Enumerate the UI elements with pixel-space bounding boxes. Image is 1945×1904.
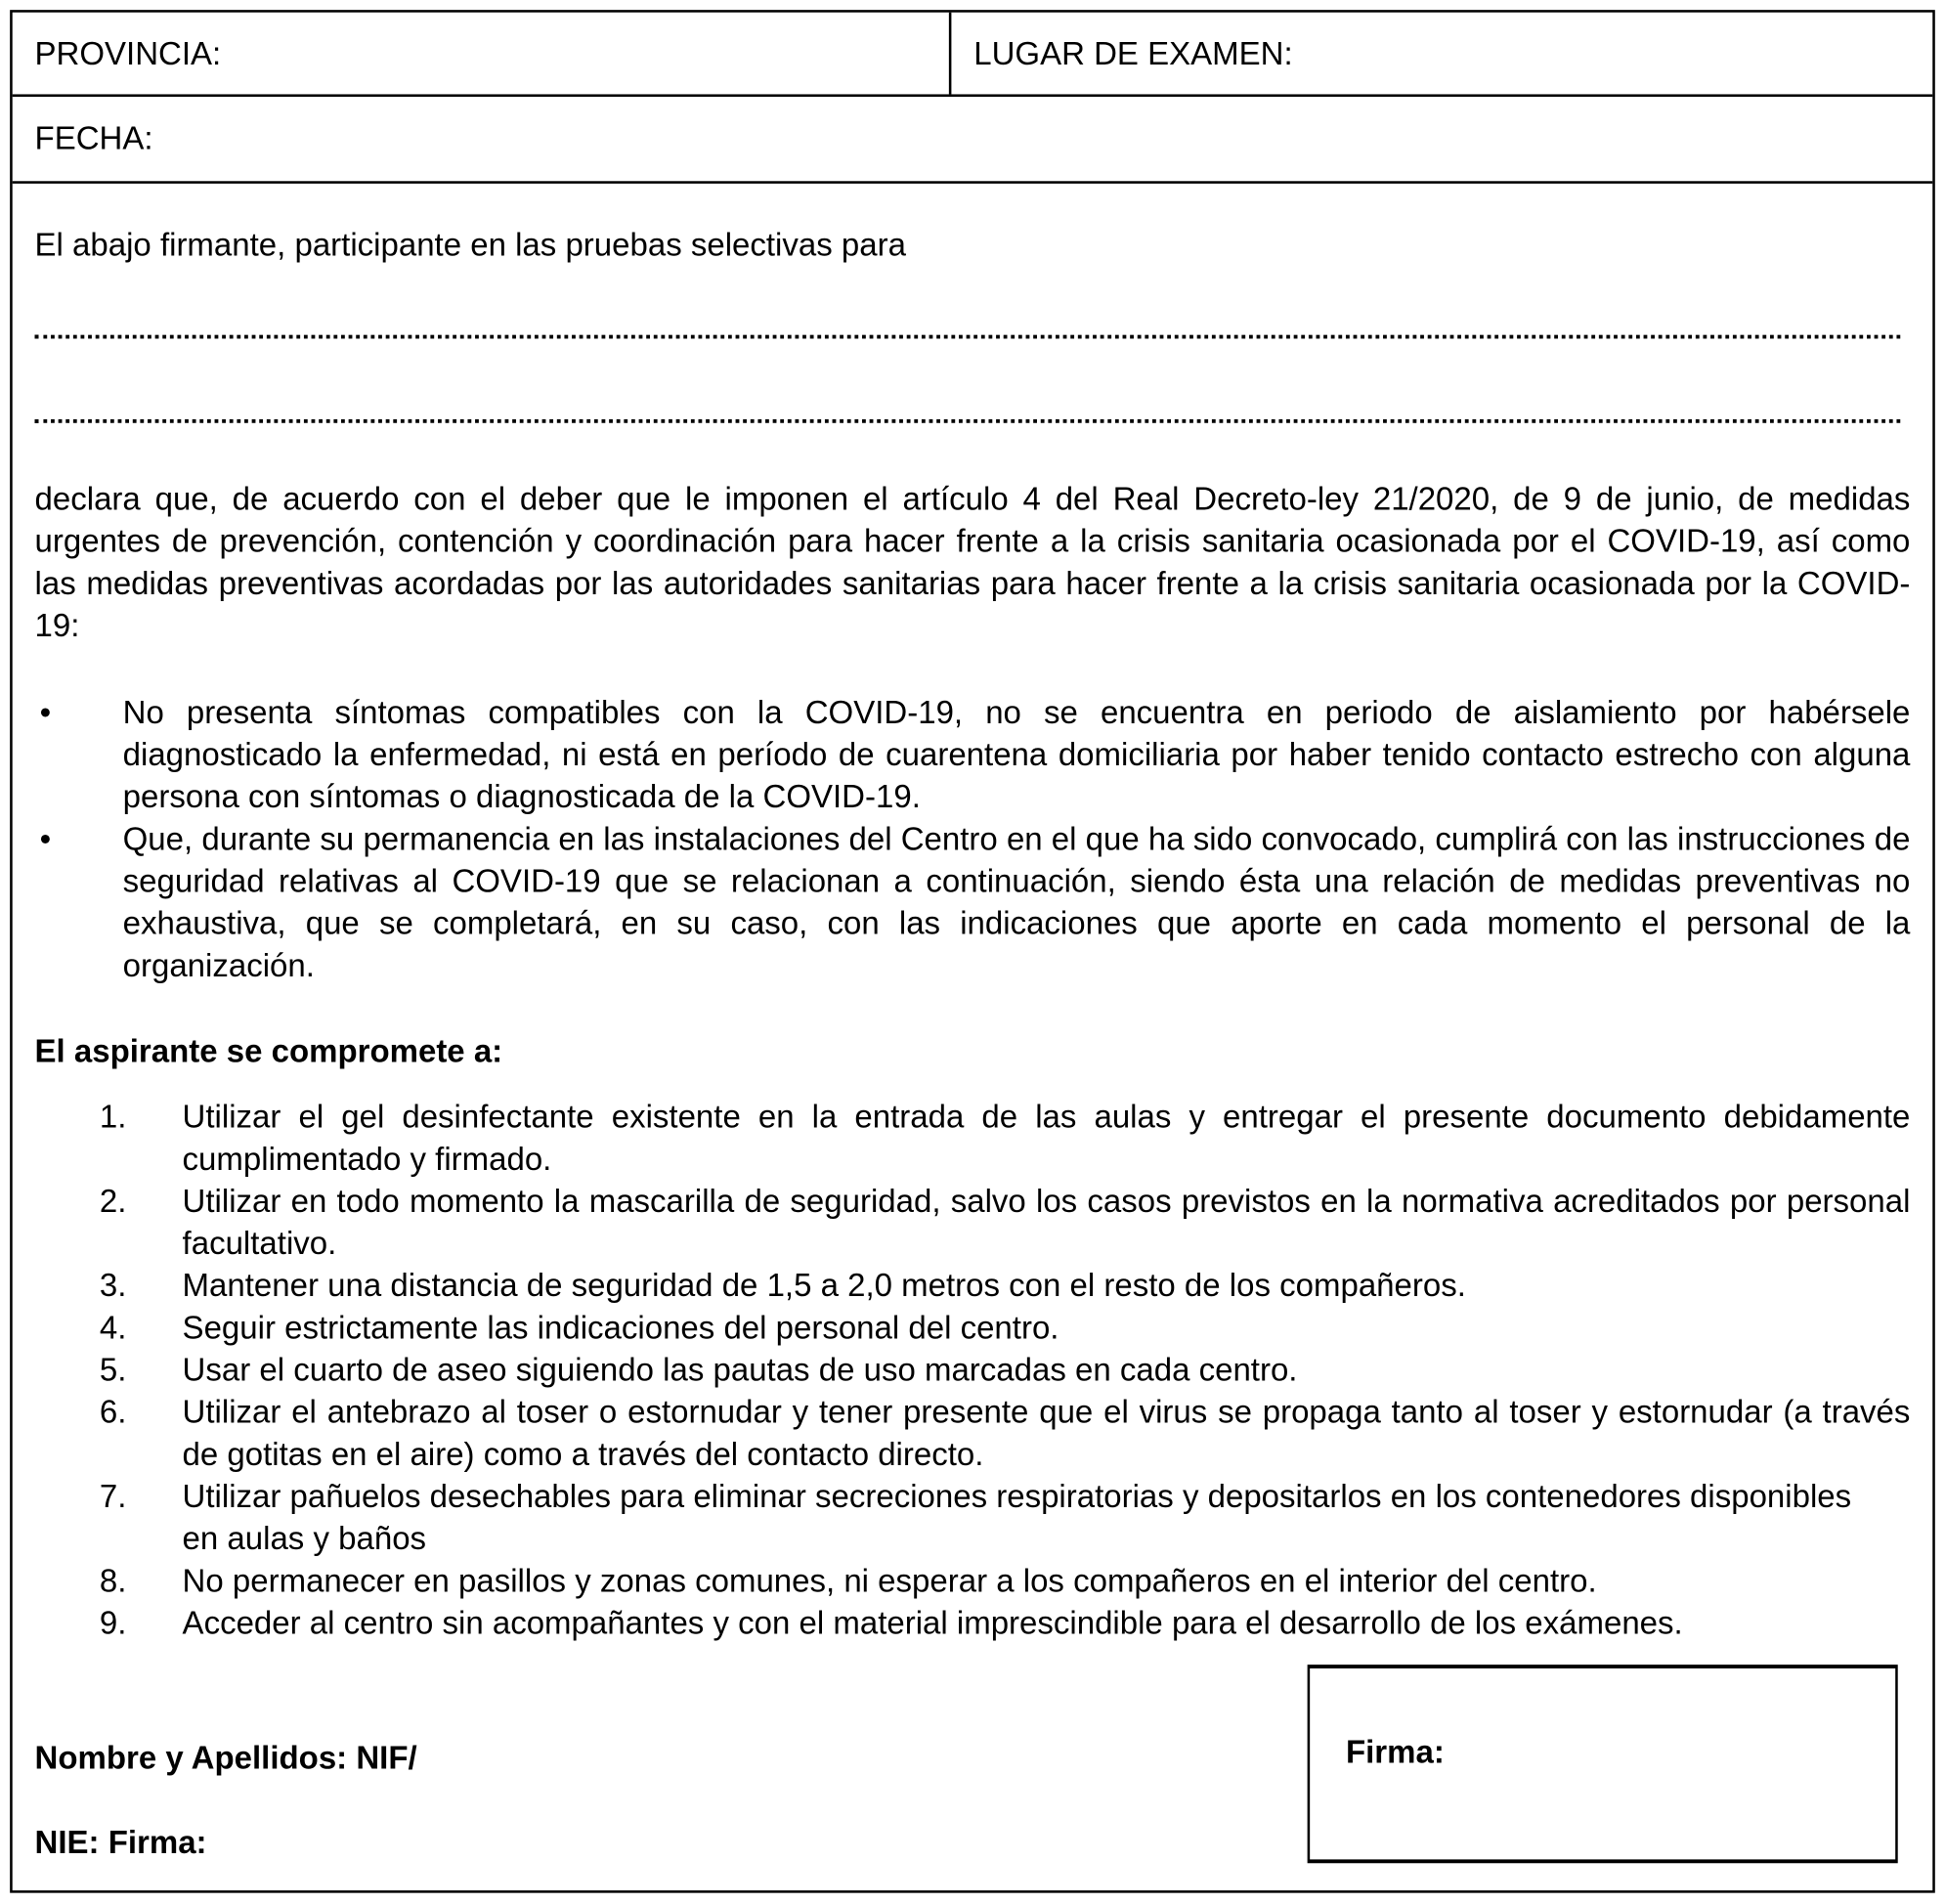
item-number: 8. bbox=[99, 1561, 127, 1599]
item-number: 9. bbox=[99, 1603, 127, 1642]
nombre-label: Nombre y Apellidos: NIF/ bbox=[34, 1739, 417, 1777]
list-item bbox=[35, 1306, 1911, 1348]
bullet-item bbox=[35, 691, 1911, 817]
bullet-text: No presenta síntomas compatibles con la COVID-19, no se encuentra en periodo de aislamiento por habérsele diagnosticado la enfermedad, ni está en período de cuarentena domiciliaria por haber tenido contacto estrecho con alguna persona con síntomas o diagnosticada de la COVID-19. bbox=[122, 693, 1911, 815]
nie-label: NIE: Firma: bbox=[34, 1823, 207, 1861]
item-number: 6. bbox=[99, 1393, 127, 1431]
bullet-icon: • bbox=[39, 819, 52, 857]
list-item bbox=[35, 1559, 1911, 1601]
dotted-line-1[interactable] bbox=[35, 335, 1901, 339]
list-item bbox=[35, 1096, 1911, 1180]
item-number: 1. bbox=[99, 1098, 127, 1136]
item-text: Seguir estrictamente las indicaciones del personal del centro. bbox=[182, 1308, 1059, 1346]
lugar-examen-field[interactable] bbox=[951, 13, 1932, 95]
list-item bbox=[35, 1475, 1911, 1559]
item-number: 5. bbox=[99, 1351, 127, 1389]
commitment-list bbox=[35, 1096, 1911, 1644]
list-item bbox=[35, 1601, 1911, 1643]
list-item bbox=[35, 1349, 1911, 1391]
signature-box[interactable] bbox=[1308, 1665, 1898, 1863]
item-text: Mantener una distancia de seguridad de 1,5 a 2,0 metros con el resto de los compañeros. bbox=[182, 1266, 1466, 1304]
item-text: Utilizar el gel desinfectante existente en la entrada de las aulas y entregar el presente documento debidamente cumplimentado y firmado. bbox=[182, 1098, 1911, 1178]
header-row bbox=[13, 13, 1933, 97]
bullet-item bbox=[35, 817, 1911, 986]
declaration-paragraph: declara que, de acuerdo con el deber que le imponen el artículo 4 del Real Decreto-ley 21/2020, de 9 de junio, de medidas urgentes de prevención, contención y coordinación para hacer frente a la crisis sanitaria ocasionada por el COVID-19, así como las medidas preventivas acordadas por las autoridades sanitarias para hacer frente a la crisis sanitaria ocasionada por la COVID-19: bbox=[34, 480, 1911, 644]
item-text: No permanecer en pasillos y zonas comunes, ni esperar a los compañeros en el interior del centro. bbox=[182, 1561, 1597, 1599]
bullet-icon: • bbox=[39, 693, 52, 731]
item-number: 7. bbox=[99, 1477, 127, 1515]
lugar-examen-label: LUGAR DE EXAMEN: bbox=[973, 33, 1293, 71]
item-text: Utilizar pañuelos desechables para eliminar secreciones respiratorias y depositarlos en los contenedores disponibles en aulas y baños bbox=[182, 1477, 1852, 1557]
firma-label: Firma: bbox=[1345, 1732, 1445, 1771]
declaration-form bbox=[10, 10, 1935, 1892]
bullet-list bbox=[35, 691, 1911, 986]
bullet-text: Que, durante su permanencia en las instalaciones del Centro en el que ha sido convocado, cumplirá con las instrucciones de seguridad relativas al COVID-19 que se relacionan a continuación, siendo ésta una relación de medidas preventivas no exhaustiva, que se completará, en su caso, con las indicaciones que aporte en cada momento el personal de la organización. bbox=[122, 819, 1911, 984]
list-item bbox=[35, 1264, 1911, 1306]
item-text: Utilizar el antebrazo al toser o estornudar y tener presente que el virus se propaga tanto al toser y estornudar (a través de gotitas en el aire) como a través del contacto directo. bbox=[182, 1393, 1911, 1473]
provincia-field[interactable] bbox=[13, 13, 952, 95]
commitment-heading: El aspirante se compromete a: bbox=[34, 1031, 503, 1069]
provincia-label: PROVINCIA: bbox=[34, 33, 222, 71]
item-text: Utilizar en todo momento la mascarilla de seguridad, salvo los casos previstos en la normativa acreditados por personal facultativo. bbox=[182, 1182, 1911, 1262]
dotted-line-2[interactable] bbox=[35, 419, 1901, 423]
item-text: Usar el cuarto de aseo siguiendo las pautas de uso marcadas en cada centro. bbox=[182, 1351, 1298, 1389]
item-number: 2. bbox=[99, 1182, 127, 1220]
item-number: 3. bbox=[99, 1266, 127, 1304]
fecha-label: FECHA: bbox=[34, 118, 153, 156]
item-number: 4. bbox=[99, 1308, 127, 1346]
intro-text: El abajo firmante, participante en las pruebas selectivas para bbox=[34, 225, 906, 264]
list-item bbox=[35, 1180, 1911, 1264]
fecha-field[interactable] bbox=[13, 94, 1933, 183]
item-text: Acceder al centro sin acompañantes y con el material imprescindible para el desarrollo de los exámenes. bbox=[182, 1603, 1683, 1642]
list-item bbox=[35, 1391, 1911, 1475]
